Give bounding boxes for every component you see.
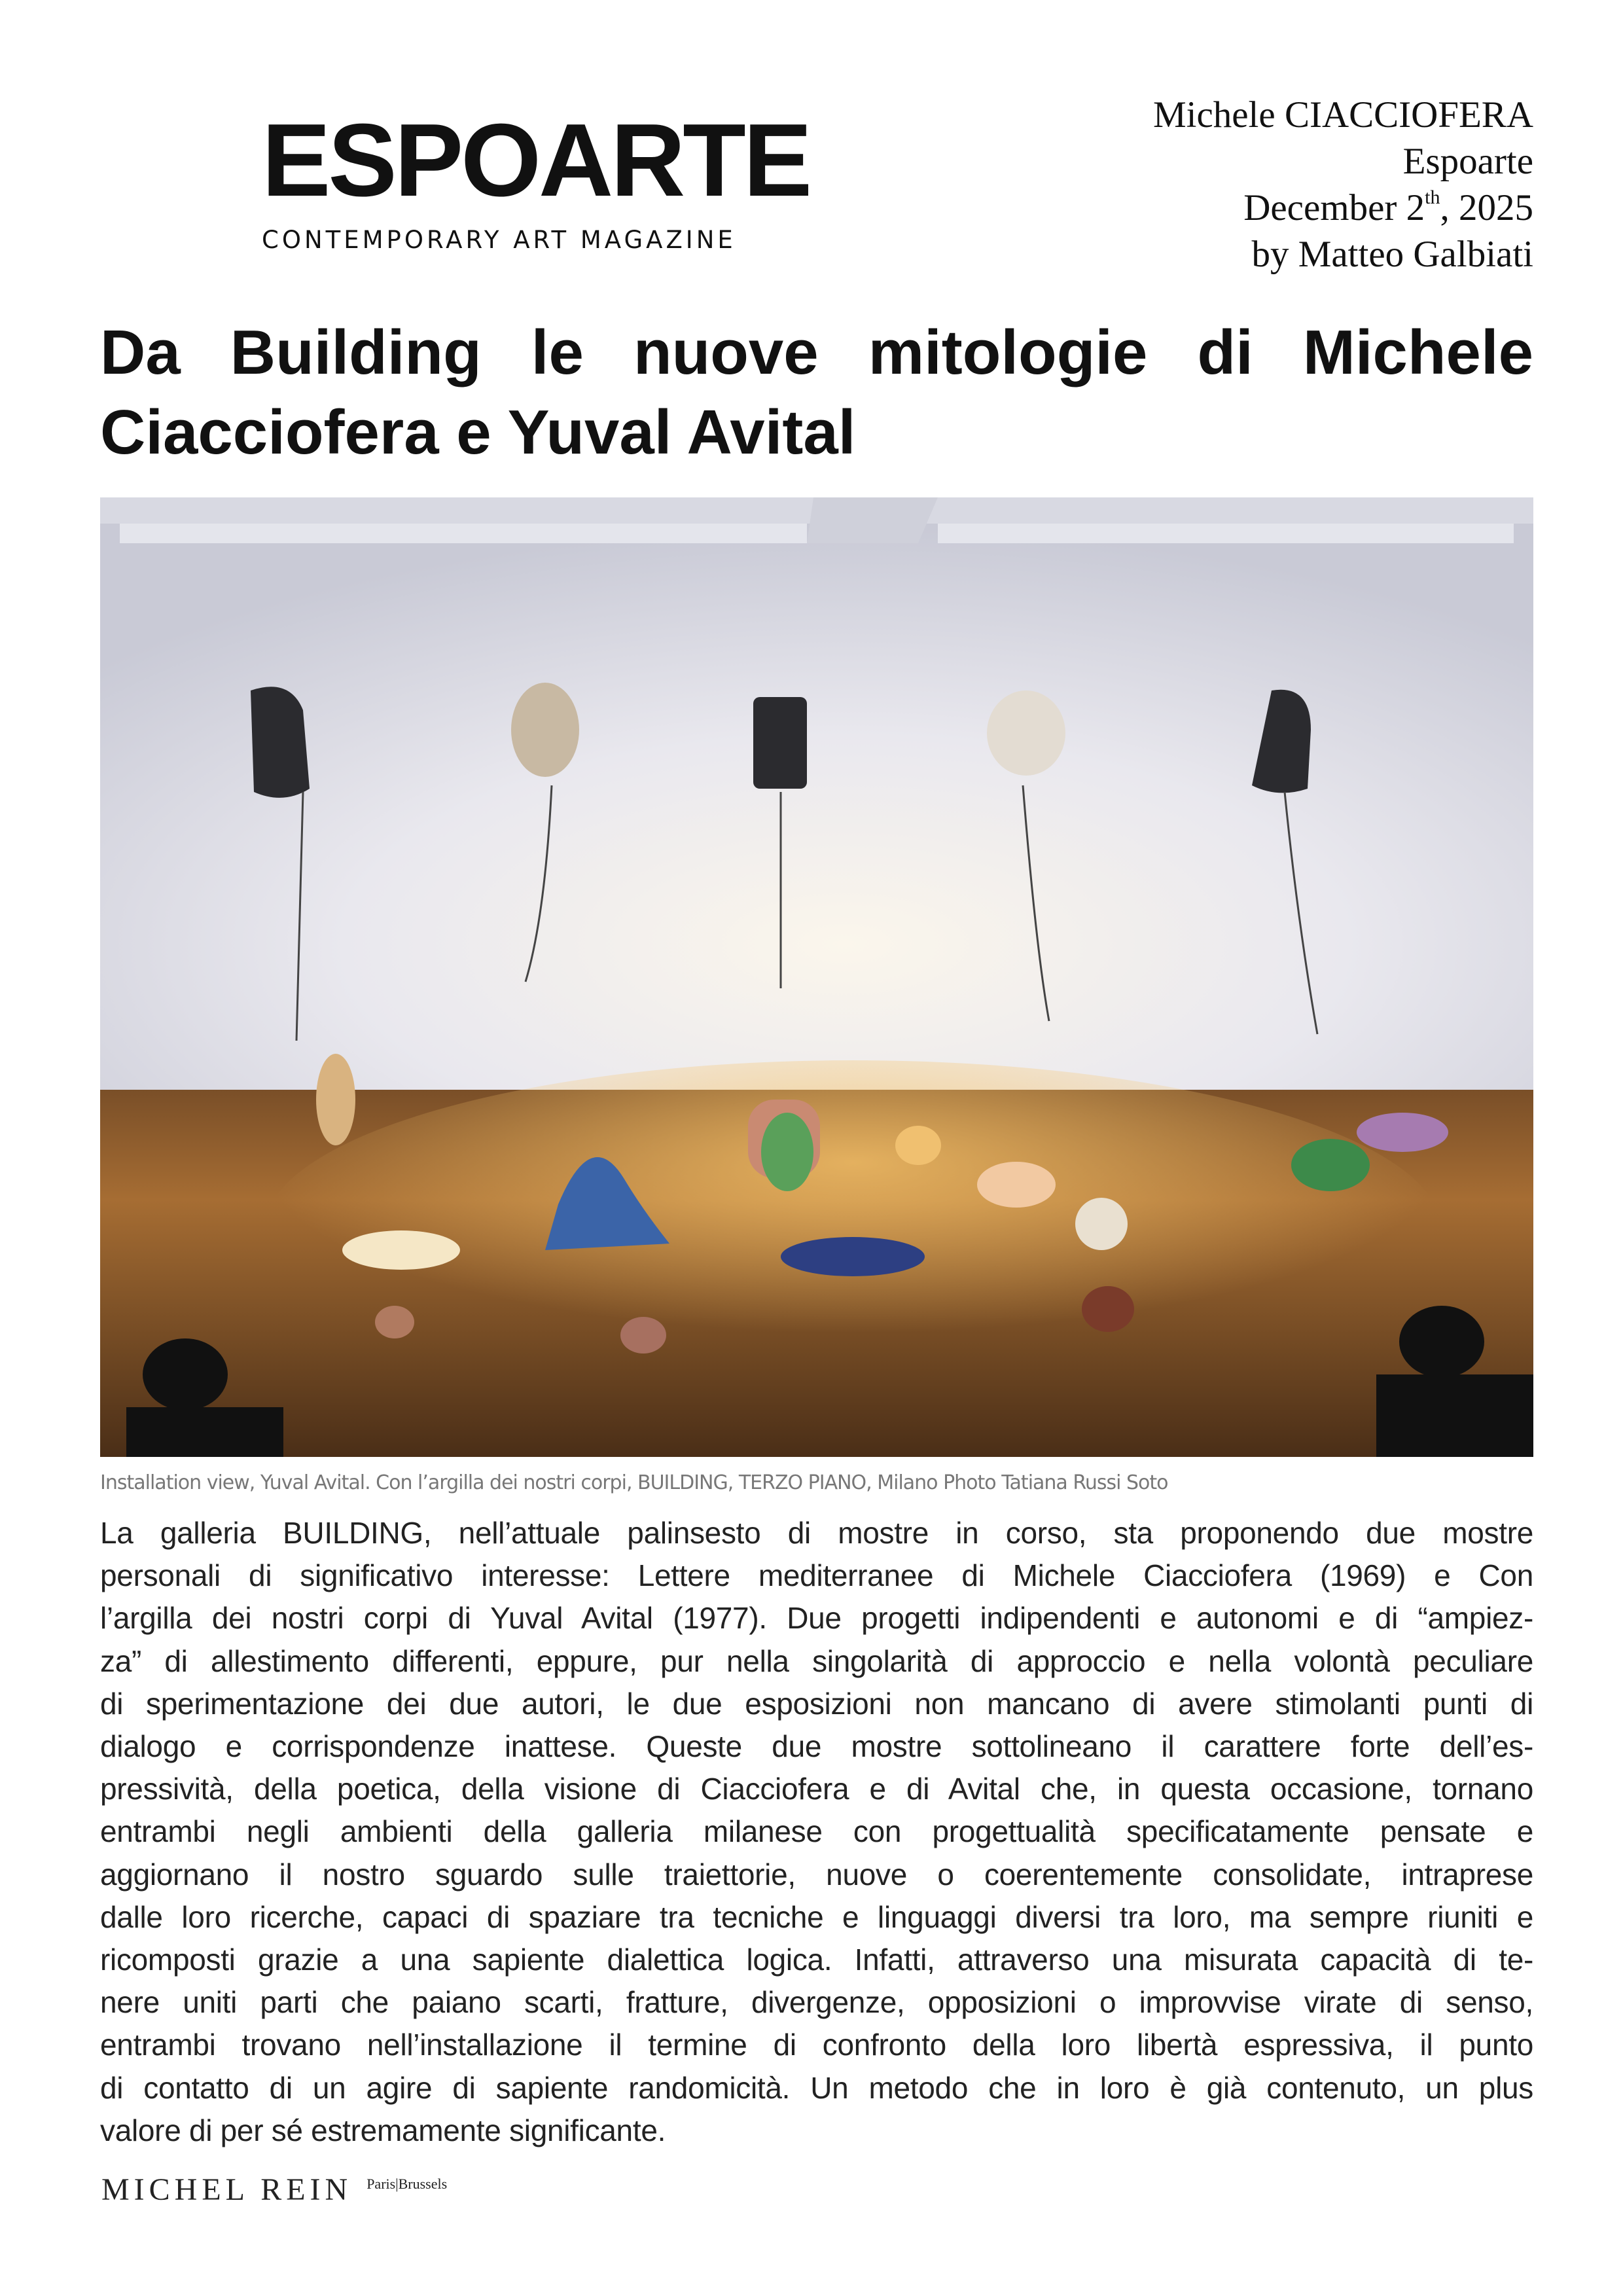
logo-tagline: CONTEMPORARY ART MAGAZINE (262, 226, 736, 254)
espoarte-logo (262, 103, 812, 254)
body-line: entrambi negli ambienti della galleria milanese con progettualità specificatamente pensate e (100, 1814, 1533, 1849)
body-line: nere uniti parti che paiano scarti, fratture, divergenze, opposizioni o improvvise virate di senso, (100, 1985, 1533, 2020)
article-body (100, 1512, 1533, 2152)
body-line: za” di allestimento differenti, eppure, pur nella singolarità di approccio e nella volontà peculiare (100, 1643, 1533, 1678)
body-line: entrambi trovano nell’installazione il termine di confronto della loro libertà espressiva, il punto (100, 2028, 1533, 2062)
artist-name: Michele CIACCIOFERA (1152, 94, 1533, 135)
body-line: dialogo e corrispondenze inattese. Queste due mostre sottolineano il carattere forte dell’es- (100, 1729, 1533, 1764)
body-line: valore di per sé estremamente significante. (100, 2113, 666, 2147)
body-line: personali di significativo interesse: Lettere mediterranee di Michele Ciacciofera (1969) e Con (100, 1558, 1533, 1593)
gallery-footer (101, 2172, 447, 2208)
body-line: di sperimentazione dei due autori, le due esposizioni non mancano di avere stimolanti punti di (100, 1686, 1533, 1721)
gallery-cities: Paris|Brussels (366, 2176, 448, 2192)
installation-photo (100, 497, 1533, 1457)
press-meta (1153, 92, 1533, 278)
date-year: , 2025 (1440, 187, 1533, 228)
publication-date (1153, 185, 1533, 231)
title-line: Ciacciofera e Yuval Avital (100, 397, 856, 467)
body-line: aggiornano il nostro sguardo sulle traiettorie, nuove o coerentemente consolidate, intraprese (100, 1857, 1533, 1892)
date-day: December 2 (1243, 187, 1425, 228)
gallery-brand: MICHEL REIN (101, 2172, 353, 2207)
body-line: dalle loro ricerche, capaci di spaziare tra tecniche e linguaggi diversi tra loro, ma sempre riuniti e (100, 1899, 1533, 1934)
photo-caption: Installation view, Yuval Avital. Con l’argilla dei nostri corpi, BUILDING, TERZO PIANO, Milano Photo Tatiana Russi Soto (100, 1471, 1168, 1494)
body-line: di contatto di un agire di sapiente randomicità. Un metodo che in loro è già contenuto, un plus (100, 2070, 1533, 2105)
publication-name: Espoarte (1402, 141, 1533, 182)
logo-wordmark: ESPOARTE (262, 103, 810, 218)
date-suffix: th (1425, 187, 1440, 208)
author-byline: by Matteo Galbiati (1251, 234, 1533, 275)
body-line: ricomposti grazie a una sapiente dialettica logica. Infatti, attraverso una misurata capacità di te- (100, 1943, 1533, 1977)
body-line: La galleria BUILDING, nell’attuale palinsesto di mostre in corso, sta proponendo due mostre (100, 1516, 1533, 1550)
body-line: l’argilla dei nostri corpi di Yuval Avital (1977). Due progetti indipendenti e autonomi e di “ampiez- (100, 1601, 1533, 1636)
body-line: pressività, della poetica, della visione di Ciacciofera e di Avital che, in questa occasione, tornano (100, 1772, 1533, 1806)
gallery-wall (100, 497, 1533, 1093)
article-title (100, 313, 1533, 473)
title-line: Da Building le nuove mitologie di Michele (100, 317, 1533, 387)
